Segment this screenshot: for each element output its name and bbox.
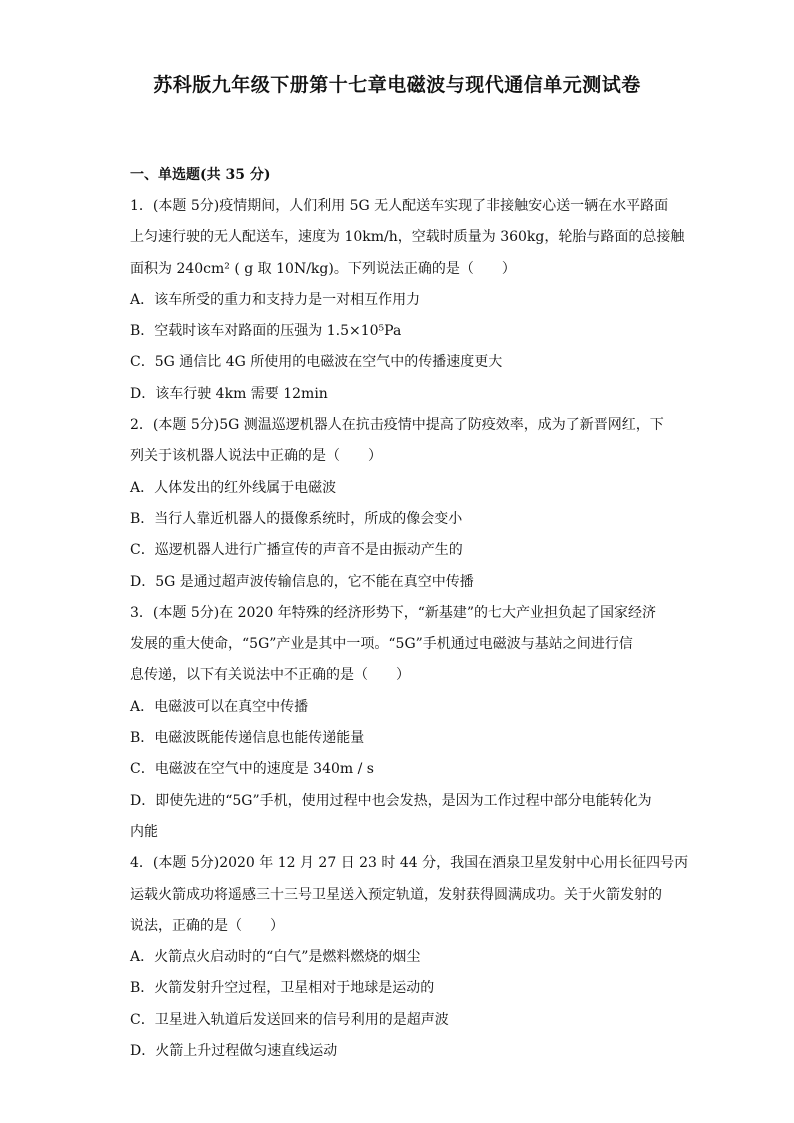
question-stem-line: 4．(本题 5分)2020 年 12 月 27 日 23 时 44 分，我国在酒泉卫星发射中心用长征四号丙 bbox=[130, 855, 689, 872]
option-c: C．巡逻机器人进行广播宣传的声音不是由振动产生的 bbox=[130, 542, 463, 559]
option-b: B．电磁波既能传递信息也能传递能量 bbox=[130, 730, 365, 747]
question-stem-line: 发展的重大使命，“5G”产业是其中一项。“5G”手机通过电磁波与基站之间进行信 bbox=[130, 636, 633, 653]
question-stem-line: 说法，正确的是（ ） bbox=[130, 917, 284, 934]
question-stem-line: 列关于该机器人说法中正确的是（ ） bbox=[130, 448, 382, 465]
option-a: A．人体发出的红外线属于电磁波 bbox=[130, 479, 337, 496]
option-b: B．火箭发射升空过程，卫星相对于地球是运动的 bbox=[130, 980, 435, 997]
option-c: C．卫星进入轨道后发送回来的信号利用的是超声波 bbox=[130, 1011, 449, 1028]
option-d: D．5G 是通过超声波传输信息的，它不能在真空中传播 bbox=[130, 573, 474, 590]
question-2 bbox=[130, 410, 670, 598]
section-heading: 一、单选题(共 35 分) bbox=[130, 167, 271, 183]
option-a: A．电磁波可以在真空中传播 bbox=[130, 698, 309, 715]
question-stem-line: 面积为 240cm² ( g 取 10N/kg)。下列说法正确的是（ ） bbox=[130, 260, 516, 277]
option-d: D．火箭上升过程做匀速直线运动 bbox=[130, 1043, 338, 1060]
option-a: A．火箭点火启动时的“白气”是燃料燃烧的烟尘 bbox=[130, 949, 421, 966]
question-stem-line: 2．(本题 5分)5G 测温巡逻机器人在抗击疫情中提高了防疫效率，成为了新晋网红，下 bbox=[130, 417, 664, 434]
option-d: D．该车行驶 4km 需要 12min bbox=[130, 385, 328, 402]
option-d-continued: 内能 bbox=[130, 823, 158, 840]
option-a: A．该车所受的重力和支持力是一对相互作用力 bbox=[130, 291, 421, 308]
page-title: 苏科版九年级下册第十七章电磁波与现代通信单元测试卷 bbox=[153, 74, 641, 96]
question-stem-line: 上匀速行驶的无人配送车，速度为 10km/h，空载时质量为 360kg，轮胎与路面的总接触 bbox=[130, 229, 685, 246]
option-b: B．空载时该车对路面的压强为 1.5×10⁵Pa bbox=[130, 323, 402, 340]
question-3 bbox=[130, 598, 670, 848]
option-b: B．当行人靠近机器人的摄像系统时，所成的像会变小 bbox=[130, 510, 463, 527]
option-c: C．5G 通信比 4G 所使用的电磁波在空气中的传播速度更大 bbox=[130, 354, 503, 371]
question-stem-line: 3．(本题 5分)在 2020 年特殊的经济形势下，“新基建”的七大产业担负起了国家经济 bbox=[130, 604, 657, 621]
question-stem-line: 息传递，以下有关说法中不正确的是（ ） bbox=[130, 667, 410, 684]
question-stem-line: 1．(本题 5分)疫情期间，人们利用 5G 无人配送车实现了非接触安心送一辆在水平路面 bbox=[130, 198, 669, 214]
option-d: D．即使先进的“5G”手机，使用过程中也会发热，是因为工作过程中部分电能转化为 bbox=[130, 792, 652, 809]
question-1 bbox=[130, 191, 685, 410]
question-stem-line: 运载火箭成功将遥感三十三号卫星送入预定轨道，发射获得圆满成功。关于火箭发射的 bbox=[130, 886, 662, 903]
option-c: C．电磁波在空气中的速度是 340m / s bbox=[130, 761, 374, 778]
question-4 bbox=[130, 848, 689, 1067]
document-body bbox=[130, 160, 689, 1067]
